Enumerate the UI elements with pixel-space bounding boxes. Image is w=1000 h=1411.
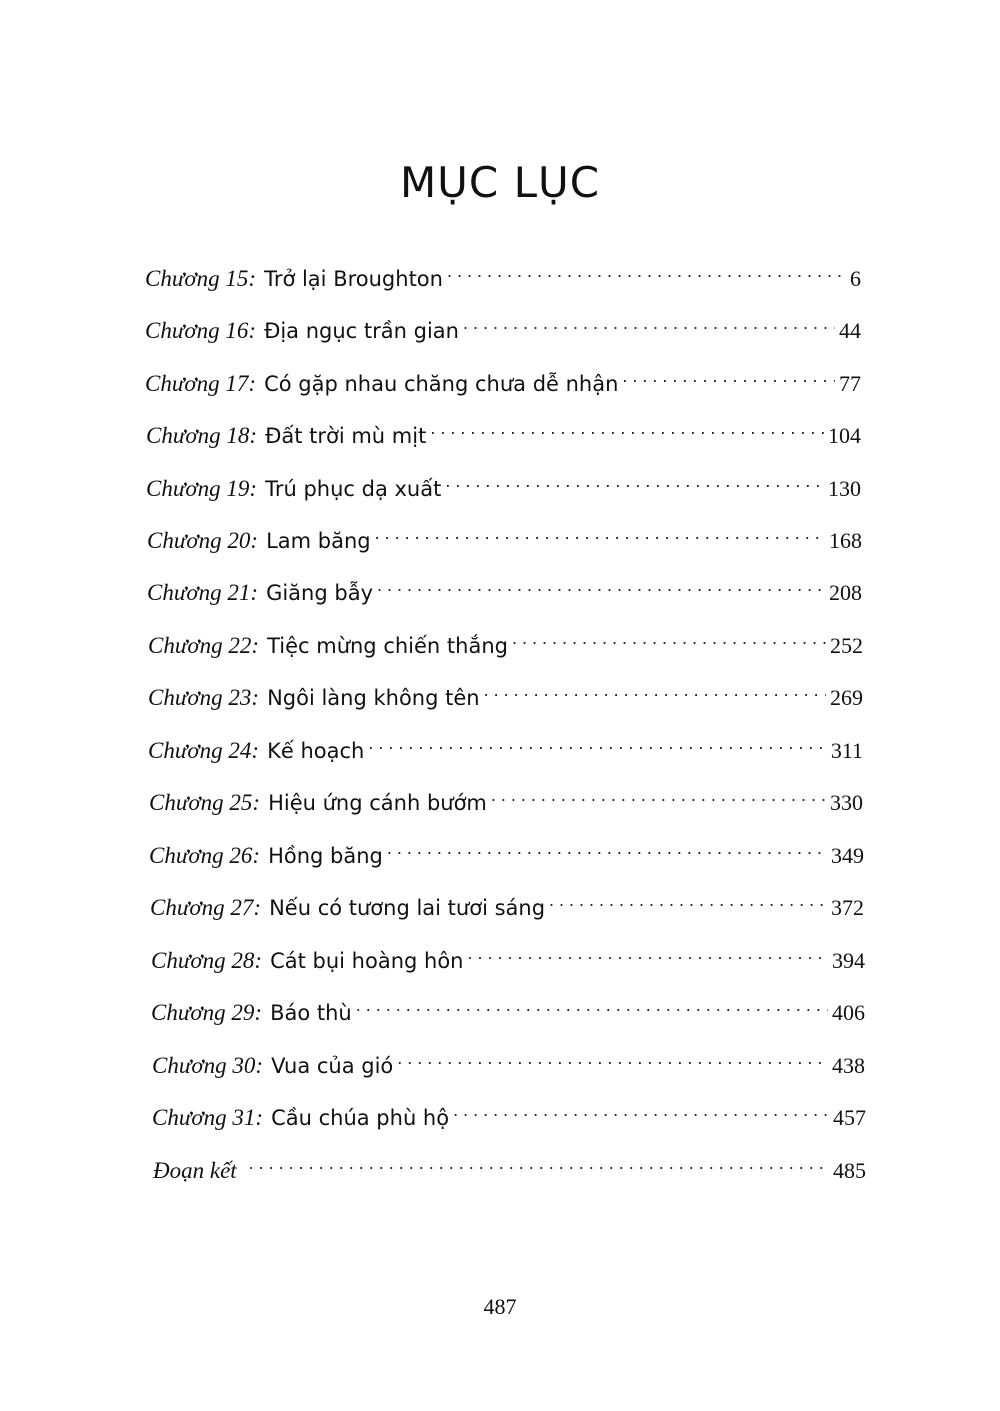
dot-leader bbox=[368, 724, 826, 758]
chapter-title: Địa ngục trần gian bbox=[264, 319, 459, 343]
dot-leader bbox=[467, 934, 828, 968]
page-number: 77 bbox=[839, 371, 861, 396]
epilogue-label: Đoạn kết bbox=[153, 1158, 237, 1183]
dot-leader bbox=[249, 1144, 829, 1178]
chapter-title: Vua của gió bbox=[271, 1054, 394, 1078]
dot-leader bbox=[622, 357, 835, 391]
dot-leader bbox=[484, 671, 826, 705]
toc-entry bbox=[148, 619, 863, 658]
dot-leader bbox=[387, 829, 827, 863]
page-number: 372 bbox=[831, 895, 864, 920]
chapter-title: Báo thù bbox=[270, 1001, 352, 1025]
chapter-number: Chương 23: bbox=[148, 685, 260, 710]
chapter-title: Tiệc mừng chiến thắng bbox=[267, 634, 508, 658]
page-number: 485 bbox=[833, 1158, 866, 1183]
chapter-title: Hồng băng bbox=[268, 844, 383, 868]
page-number: 44 bbox=[839, 318, 861, 343]
chapter-title: Có gặp nhau chăng chưa dễ nhận bbox=[264, 372, 619, 396]
chapter-number: Chương 19: bbox=[146, 476, 258, 501]
chapter-number: Chương 28: bbox=[151, 948, 263, 973]
chapter-title: Giăng bẫy bbox=[266, 581, 373, 605]
chapter-number: Chương 16: bbox=[145, 318, 257, 343]
chapter-number: Chương 17: bbox=[145, 371, 257, 396]
dot-leader bbox=[463, 304, 835, 338]
toc-entry bbox=[148, 724, 863, 763]
dot-leader bbox=[491, 776, 826, 810]
toc-entry bbox=[146, 462, 861, 501]
page-number: 208 bbox=[829, 580, 862, 605]
dot-leader bbox=[453, 1091, 829, 1125]
chapter-number: Chương 30: bbox=[152, 1053, 264, 1078]
page-number: 438 bbox=[832, 1053, 865, 1078]
toc-entry bbox=[149, 829, 864, 868]
toc-entry bbox=[149, 776, 863, 815]
chapter-number: Chương 22: bbox=[148, 633, 260, 658]
page-number: 130 bbox=[828, 476, 861, 501]
toc-entry bbox=[151, 986, 865, 1025]
chapter-number: Chương 26: bbox=[149, 843, 261, 868]
chapter-title: Trú phục dạ xuất bbox=[265, 477, 442, 501]
dot-leader bbox=[397, 1039, 828, 1073]
chapter-number: Chương 31: bbox=[152, 1105, 264, 1130]
page-number: 6 bbox=[850, 266, 861, 291]
toc-entry bbox=[152, 1091, 866, 1130]
toc-entry bbox=[145, 357, 861, 396]
toc-entry bbox=[147, 514, 862, 553]
dot-leader bbox=[512, 619, 826, 653]
dot-leader bbox=[447, 252, 846, 286]
dot-leader bbox=[445, 462, 824, 496]
page-title: MỤC LỤC bbox=[399, 158, 601, 207]
chapter-number: Chương 20: bbox=[147, 528, 259, 553]
page-number: 406 bbox=[832, 1000, 865, 1025]
chapter-title: Cầu chúa phù hộ bbox=[271, 1106, 450, 1130]
chapter-number: Chương 24: bbox=[148, 738, 260, 763]
toc-entry bbox=[145, 304, 861, 343]
dot-leader bbox=[430, 409, 824, 443]
chapter-number: Chương 18: bbox=[146, 423, 258, 448]
chapter-number: Chương 21: bbox=[147, 580, 259, 605]
chapter-title: Cát bụi hoàng hôn bbox=[270, 949, 464, 973]
dot-leader bbox=[549, 881, 827, 915]
chapter-title: Trở lại Broughton bbox=[264, 267, 443, 291]
page-number: 269 bbox=[830, 685, 863, 710]
dot-leader bbox=[377, 566, 825, 600]
folio-page-number: 487 bbox=[483, 1294, 517, 1319]
chapter-title: Hiệu ứng cánh bướm bbox=[268, 791, 487, 815]
dot-leader bbox=[356, 986, 828, 1020]
toc-entry bbox=[148, 671, 863, 710]
page-number: 394 bbox=[832, 948, 865, 973]
chapter-title: Nếu có tương lai tươi sáng bbox=[269, 896, 546, 920]
toc-entry bbox=[153, 1144, 866, 1183]
toc-entry bbox=[152, 1039, 865, 1078]
chapter-title: Đất trời mù mịt bbox=[265, 424, 427, 448]
page-number: 252 bbox=[830, 633, 863, 658]
chapter-title: Kế hoạch bbox=[267, 739, 365, 763]
chapter-number: Chương 15: bbox=[145, 266, 257, 291]
page-number: 457 bbox=[833, 1105, 866, 1130]
page-number: 330 bbox=[830, 790, 863, 815]
chapter-number: Chương 25: bbox=[149, 790, 261, 815]
toc-entry bbox=[150, 881, 864, 920]
chapter-title: Lam băng bbox=[266, 529, 371, 553]
dot-leader bbox=[375, 514, 825, 548]
page-number: 311 bbox=[830, 738, 863, 763]
chapter-number: Chương 29: bbox=[151, 1000, 263, 1025]
chapter-number: Chương 27: bbox=[150, 895, 262, 920]
toc-entry bbox=[146, 409, 861, 448]
chapter-title: Ngôi làng không tên bbox=[267, 686, 480, 710]
toc-entry bbox=[151, 934, 865, 973]
toc-entry bbox=[147, 566, 862, 605]
page-number: 104 bbox=[828, 423, 861, 448]
page-number: 168 bbox=[829, 528, 862, 553]
page-number: 349 bbox=[831, 843, 864, 868]
toc-entry bbox=[145, 252, 861, 291]
